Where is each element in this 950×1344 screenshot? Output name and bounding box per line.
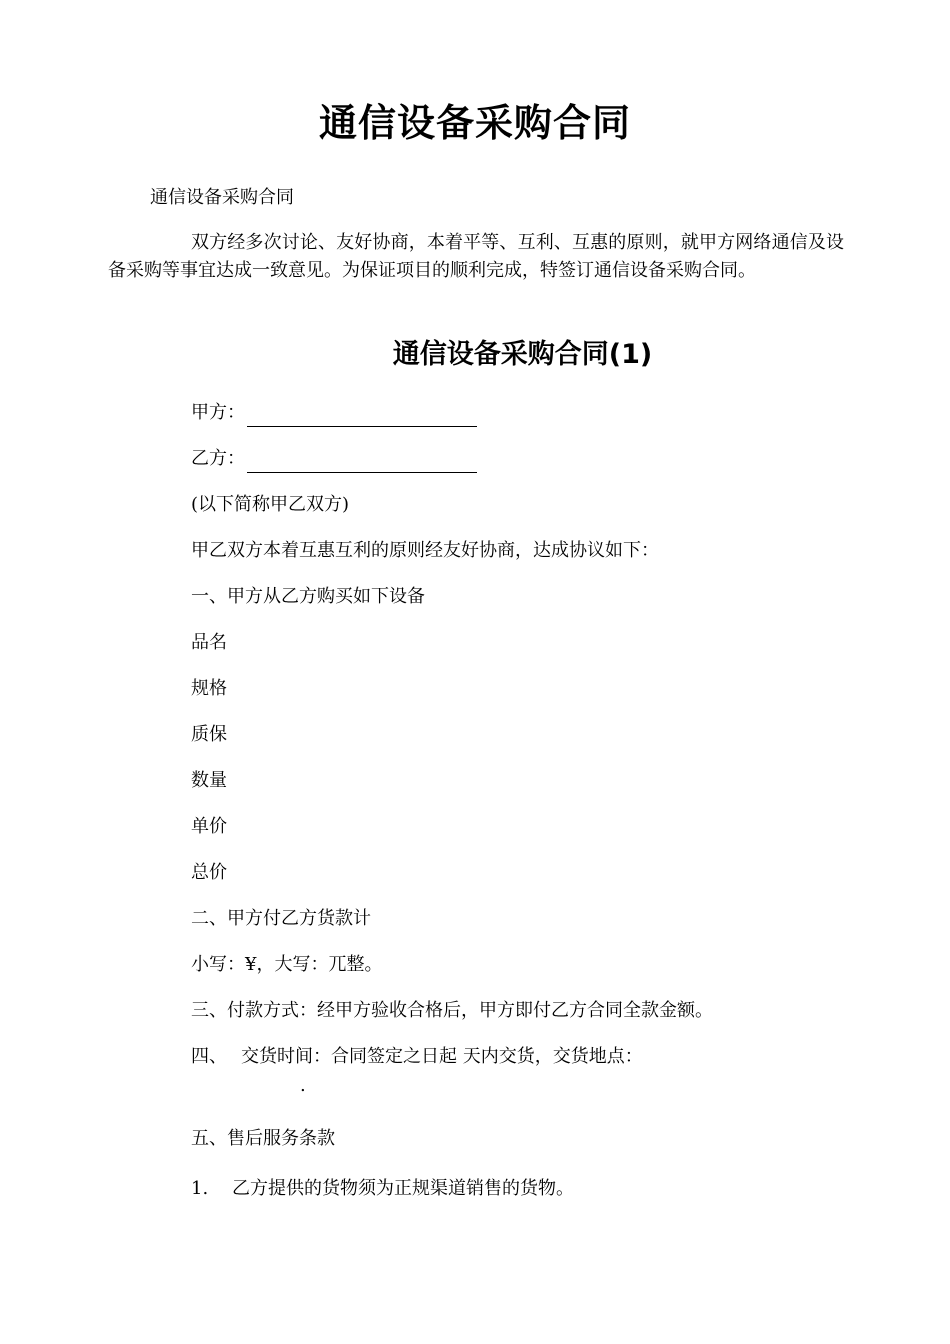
item-spec: 规格 [191,678,227,699]
section-title: 通信设备采购合同(1) [392,339,653,370]
abbrev-note: (以下简称甲乙双方) [191,494,350,515]
clause-1: 一、甲方从乙方购买如下设备 [191,586,425,607]
party-a-line [191,399,477,427]
clause-5: 五、售后服务条款 [191,1128,335,1149]
clause-4-number: 四、 [191,1046,227,1067]
sub-clause-1-number: 1. [191,1178,209,1199]
item-warranty: 质保 [191,724,227,745]
agreement-intro: 甲乙双方本着互惠互利的原则经友好协商，达成协议如下： [191,540,659,561]
party-a-label: 甲方： [191,402,245,423]
clause-4-text: 交货时间：合同签定之日起 天内交货，交货地点： [241,1046,643,1067]
item-unit-price: 单价 [191,816,227,837]
party-b-blank [247,454,477,473]
item-name: 品名 [191,632,227,653]
party-b-line [191,445,477,473]
party-b-label: 乙方： [191,448,245,469]
item-total-price: 总价 [191,862,227,883]
party-a-blank [247,408,477,427]
sub-clause-1-text: 乙方提供的货物须为正规渠道销售的货物。 [232,1178,574,1199]
item-quantity: 数量 [191,770,227,791]
clause-4-dot: . [300,1075,306,1096]
clause-2: 二、甲方付乙方货款计 [191,908,371,929]
intro-heading: 通信设备采购合同 [150,187,294,208]
document-title: 通信设备采购合同 [318,101,631,145]
amount-line: 小写：¥，大写：兀整。 [191,954,383,975]
clause-3: 三、付款方式：经甲方验收合格后，甲方即付乙方合同全款金额。 [191,1000,713,1021]
intro-paragraph: 双方经多次讨论、友好协商，本着平等、互利、互惠的原则，就甲方网络通信及设备采购等事宜达成一致意见。为保证项目的顺利完成，特签订通信设备采购合同。 [108,232,844,281]
